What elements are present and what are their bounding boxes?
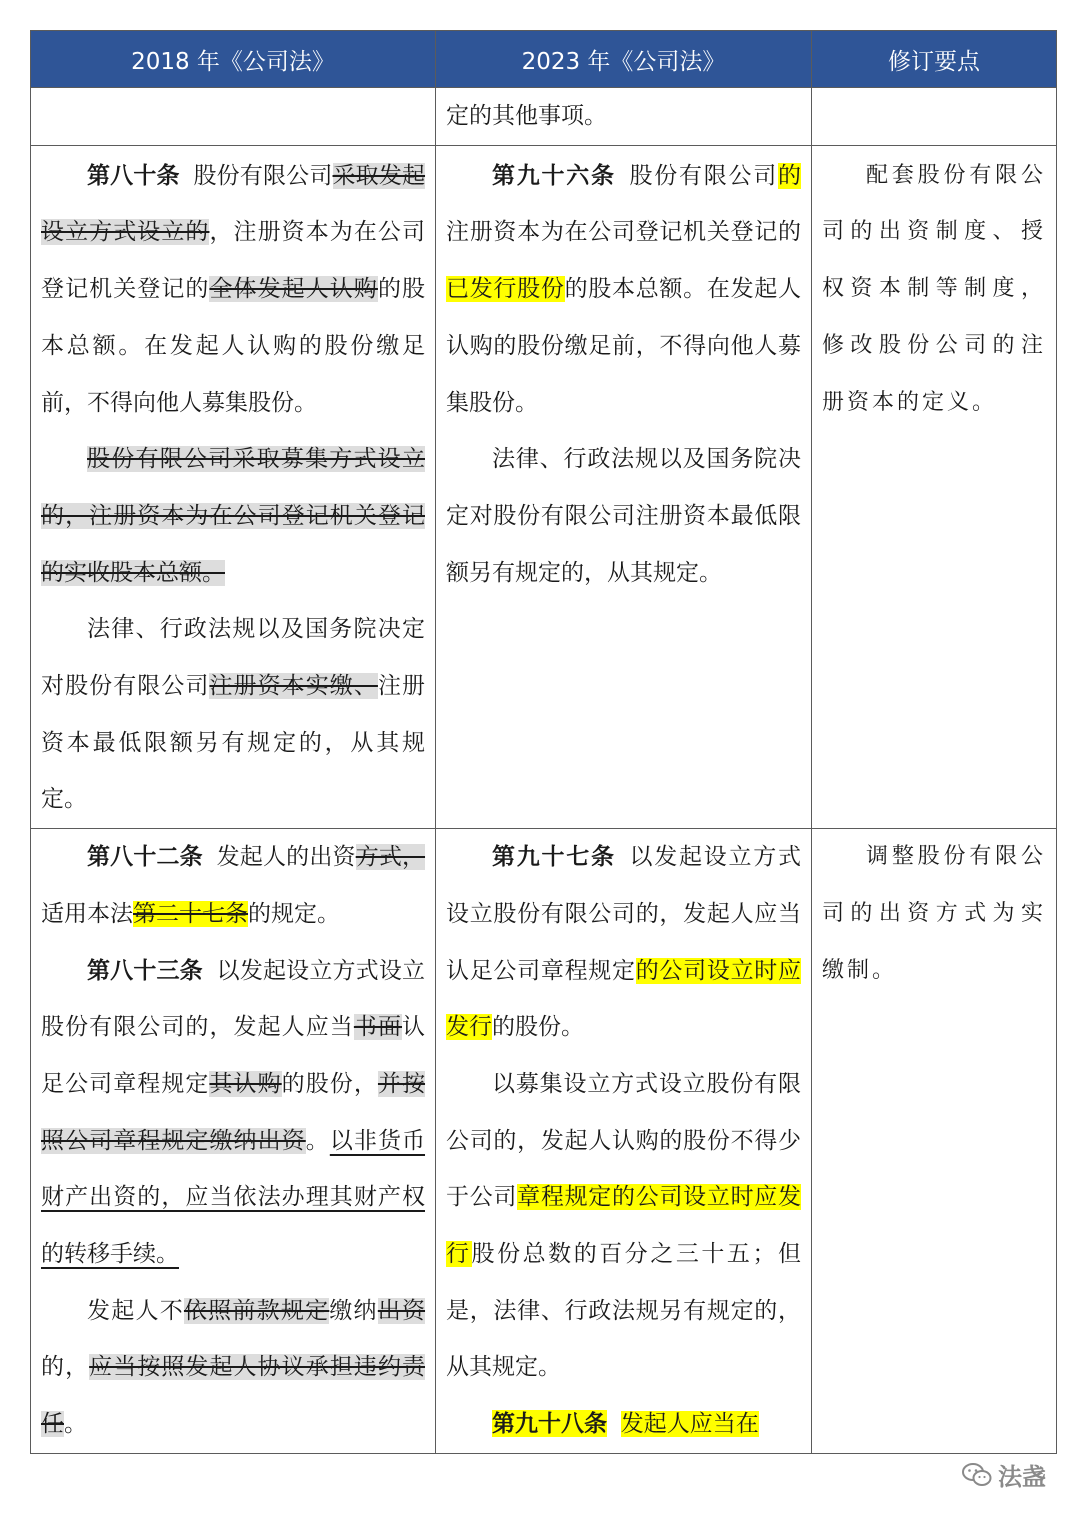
- underlined-text: 以非货币财产出资的，应当依法办理其财产权的转移手续。: [41, 1127, 426, 1268]
- comparison-table: [30, 30, 1057, 1454]
- article-80-para: [41, 148, 425, 432]
- watermark: [962, 1457, 1046, 1492]
- table-row: [31, 145, 1057, 828]
- table-row: [31, 88, 1057, 146]
- inserted-text: 发起人应当在: [620, 1411, 759, 1438]
- text-run: 注册资本为在公司登记机关登记的: [446, 219, 801, 246]
- text-run: 的股本总额。在发起人认购的股份缴足前，不得向他人募集股份。: [41, 276, 426, 416]
- article-number: 第八十三条: [87, 956, 203, 984]
- text-run: 的股份，: [281, 1070, 378, 1097]
- deleted-text: 并按照公司章程规定缴纳出资: [41, 1070, 426, 1154]
- deleted-paragraph: [41, 431, 425, 601]
- deleted-text: 注册资本实缴、: [209, 673, 378, 700]
- text-run: 法律、行政法规以及国务院决定对股份有限公司: [41, 616, 425, 700]
- text-run: ，注册资本为在公司登记机关登记的: [41, 219, 426, 303]
- text-run: 以募集设立方式设立股份有限公司的，发起人认购的股份不得少于公司: [446, 1070, 801, 1211]
- text-run: 认足公司章程规定: [41, 1014, 426, 1097]
- row2-notes-cell: [812, 829, 1057, 1454]
- text-run: 的股本总额。在发起人认购的股份缴足前，不得向他人募集股份。: [446, 276, 802, 416]
- row2-2018-cell: [31, 829, 436, 1454]
- revision-note: 调整股份有限公司的出资方式为实缴制。: [822, 844, 1046, 983]
- article-82-para: [41, 829, 425, 942]
- article-96-para: [446, 148, 801, 432]
- text-run: 以发起设立方式设立股份有限公司的，发起人应当: [41, 957, 426, 1041]
- paragraph: [41, 1283, 425, 1453]
- deleted-text: 应当按照发起人协议承担违约责任: [41, 1354, 426, 1438]
- inserted-text: 章程规定的公司设立时应发行: [446, 1184, 802, 1268]
- watermark-text: 法盏: [998, 1463, 1046, 1491]
- text-run: 的，: [41, 1354, 90, 1381]
- revision-note: 配套股份有限公司的出资制度、授权资本制等制度，修改股份公司的注册资本的定义。: [822, 162, 1046, 415]
- inserted-text: 的公司设立时应发行: [446, 957, 802, 1041]
- article-number: 第八十二条: [87, 843, 203, 871]
- row0-2023-text: 定的其他事项。: [446, 103, 607, 129]
- text-run: 。: [64, 1411, 87, 1438]
- header-2018-law: 2018 年《公司法》: [31, 31, 436, 88]
- deleted-text: 采取发起设立方式设立的: [41, 162, 426, 246]
- deleted-highlighted-text: 第二十七条: [133, 900, 248, 927]
- deleted-text: 全体发起人认购: [209, 276, 378, 303]
- text-run: 股份有限公司: [629, 162, 779, 189]
- article-97-para: [446, 829, 801, 1056]
- deleted-text: 方式，: [355, 844, 426, 871]
- row2-2023-cell: [436, 829, 812, 1454]
- wechat-icon: [962, 1462, 992, 1488]
- article-98-para: [446, 1396, 801, 1453]
- header-2023-law: 2023 年《公司法》: [436, 31, 812, 88]
- text-run: 注册资本最低限额另有规定的，从其规定。: [41, 673, 426, 813]
- article-83-para: [41, 943, 425, 1283]
- text-run: 缴纳: [329, 1297, 378, 1324]
- header-revision-points: 修订要点: [812, 31, 1057, 88]
- text-run: 股份有限公司: [193, 162, 333, 189]
- row1-2018-cell: [31, 145, 436, 828]
- text-run: 适用本法: [41, 900, 133, 927]
- deleted-text: 出资: [377, 1297, 426, 1324]
- inserted-text: 的: [778, 162, 802, 189]
- paragraph: 法律、行政法规以及国务院决定对股份有限公司注册资本最低限额另有规定的，从其规定。: [446, 446, 801, 586]
- text-run: 的规定。: [248, 900, 340, 927]
- article-number: 第九十八条: [492, 1410, 607, 1438]
- row0-notes-cell: [812, 88, 1057, 146]
- deleted-text: 依照前款规定: [183, 1297, 330, 1324]
- text-run: 以发起设立方式设立股份有限公司的，发起人应当认足公司章程规定: [446, 844, 802, 984]
- text-run: 股份总数的百分之三十五；但是，法律、行政法规另有规定的，从其规定。: [446, 1241, 802, 1381]
- row1-notes-cell: [812, 145, 1057, 828]
- article-number: 第八十条: [87, 161, 180, 189]
- text-run: 。: [305, 1127, 330, 1154]
- paragraph: [41, 601, 425, 828]
- row0-2023-cell: [436, 88, 812, 146]
- text-run: 发起人的出资: [216, 844, 356, 871]
- article-number: 第九十六条: [492, 161, 616, 189]
- text-run: 发起人不: [87, 1297, 184, 1324]
- inserted-text: 已发行股份: [446, 276, 565, 303]
- text-run: 的股份。: [492, 1014, 584, 1041]
- row0-2018-cell: [31, 88, 436, 146]
- table-header-row: [31, 31, 1057, 88]
- deleted-text: 股份有限公司采取募集方式设立的，注册资本为在公司登记机关登记的实收股本总额。: [41, 446, 425, 586]
- article-number: 第九十七条: [492, 843, 616, 871]
- row1-2023-cell: [436, 145, 812, 828]
- paragraph: [446, 1056, 801, 1396]
- deleted-text: 其认购: [209, 1070, 282, 1097]
- deleted-text: 书面: [353, 1014, 403, 1041]
- table-row: [31, 829, 1057, 1454]
